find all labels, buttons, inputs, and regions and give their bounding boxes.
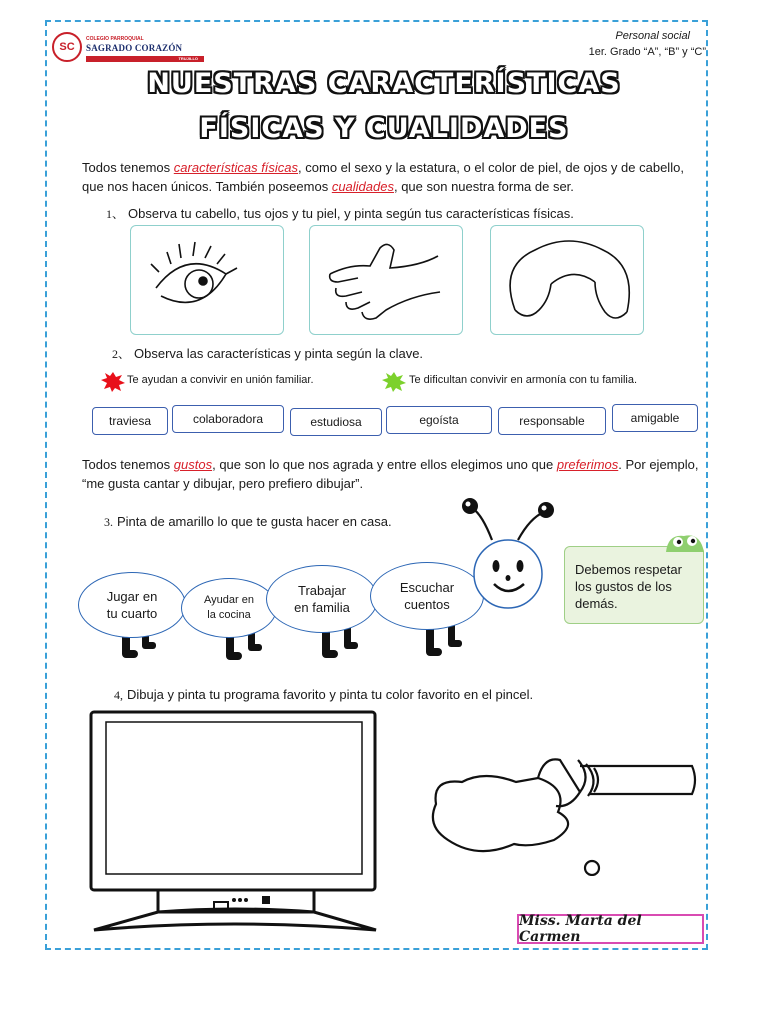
logo-name: SAGRADO CORAZÓN: [86, 43, 183, 53]
hand-drawing-box[interactable]: [309, 225, 463, 335]
question-2-number: 2、: [112, 347, 131, 361]
hair-icon: [491, 226, 645, 336]
title-line2: FÍSICAS Y CUALIDADES: [199, 113, 569, 144]
word-box-amigable[interactable]: amigable: [612, 404, 698, 432]
logo-city: TRUJILLO: [86, 56, 204, 62]
paintbrush-drawing[interactable]: [430, 752, 705, 876]
logo-line1: COLEGIO PARROQUIAL: [86, 36, 144, 42]
segment-ayudar-text: Ayudar en la cocina: [204, 594, 254, 621]
segment-trabajar-text: Trabajar en familia: [294, 583, 350, 615]
question-3: [104, 514, 392, 530]
key-green-text: Te dificultan convivir en armonía con tu familia.: [409, 374, 638, 386]
segment-escuchar-text: Escuchar cuentos: [399, 580, 455, 612]
question-1-text: Observa tu cabello, tus ojos y tu piel, y pinta según tus características físicas.: [128, 206, 574, 221]
hand-icon: [310, 226, 464, 336]
red-splash-icon: [100, 370, 126, 392]
subject-label: Personal social: [615, 30, 690, 42]
intro-keyword-2: cualidades: [331, 179, 394, 194]
green-splash-icon: [381, 370, 407, 392]
question-3-number: 3.: [104, 515, 113, 529]
question-1: [106, 205, 574, 222]
segment-trabajar[interactable]: [266, 565, 378, 633]
word-box-egoista[interactable]: egoísta: [386, 406, 492, 434]
eye-drawing-box[interactable]: [130, 225, 284, 335]
gustos-text-2: , que son lo que nos agrada y entre ellos elegimos uno que: [212, 457, 557, 472]
question-3-text: Pinta de amarillo lo que te gusta hacer en casa.: [117, 514, 392, 529]
eye-icon: [131, 226, 285, 336]
word-box-traviesa[interactable]: traviesa: [92, 407, 168, 435]
gustos-keyword-1: gustos: [173, 457, 213, 472]
frog-eyes-icon: [664, 530, 706, 552]
gustos-text-3: . Por ejemplo, “me gusta cantar y dibujar, pero prefiero dibujar”.: [82, 457, 699, 491]
question-2: [112, 345, 423, 362]
logo-mark: SC: [52, 32, 82, 62]
question-4: [114, 687, 533, 703]
title-line1: NUESTRAS CARACTERÍSTICAS: [147, 68, 621, 99]
intro-text-1: Todos tenemos: [82, 160, 174, 175]
school-logo: [52, 32, 212, 70]
word-box-responsable[interactable]: responsable: [498, 407, 606, 435]
hair-drawing-box[interactable]: [490, 225, 644, 335]
respect-note: [564, 546, 704, 624]
grade-label: 1er. Grado “A”, “B” y “C”: [588, 46, 706, 58]
teacher-signature: Miss. Marta del Carmen: [517, 914, 704, 944]
question-4-number: 4,: [114, 688, 123, 702]
intro-keyword-1: características físicas: [173, 160, 299, 175]
question-1-number: 1、: [106, 207, 125, 221]
question-4-text: Dibuja y pinta tu programa favorito y pinta tu color favorito en el pincel.: [127, 687, 534, 702]
segment-jugar-text: Jugar en tu cuarto: [106, 589, 158, 621]
tv-drawing[interactable]: [88, 708, 380, 934]
gustos-keyword-2: preferimos: [556, 457, 619, 472]
intro-text-3: , que son nuestra forma de ser.: [393, 179, 574, 194]
respect-note-text: Debemos respetar los gustos de los demás.: [575, 562, 682, 611]
gustos-text-1: Todos tenemos: [82, 457, 174, 472]
gustos-paragraph: [82, 455, 702, 493]
segment-ayudar[interactable]: [181, 578, 277, 638]
question-2-text: Observa las características y pinta según la clave.: [134, 346, 424, 361]
intro-text-2: , como el sexo y la estatura, o el color de piel, de ojos y de cabello, que nos hacen únicos. También poseemos: [82, 160, 684, 194]
word-box-estudiosa[interactable]: estudiosa: [290, 408, 382, 436]
key-red-text: Te ayudan a convivir en unión familiar.: [127, 374, 314, 386]
intro-paragraph: [82, 158, 702, 196]
caterpillar-head-icon[interactable]: [452, 488, 564, 616]
word-box-colaboradora[interactable]: colaboradora: [172, 405, 284, 433]
segment-jugar[interactable]: [78, 572, 186, 638]
